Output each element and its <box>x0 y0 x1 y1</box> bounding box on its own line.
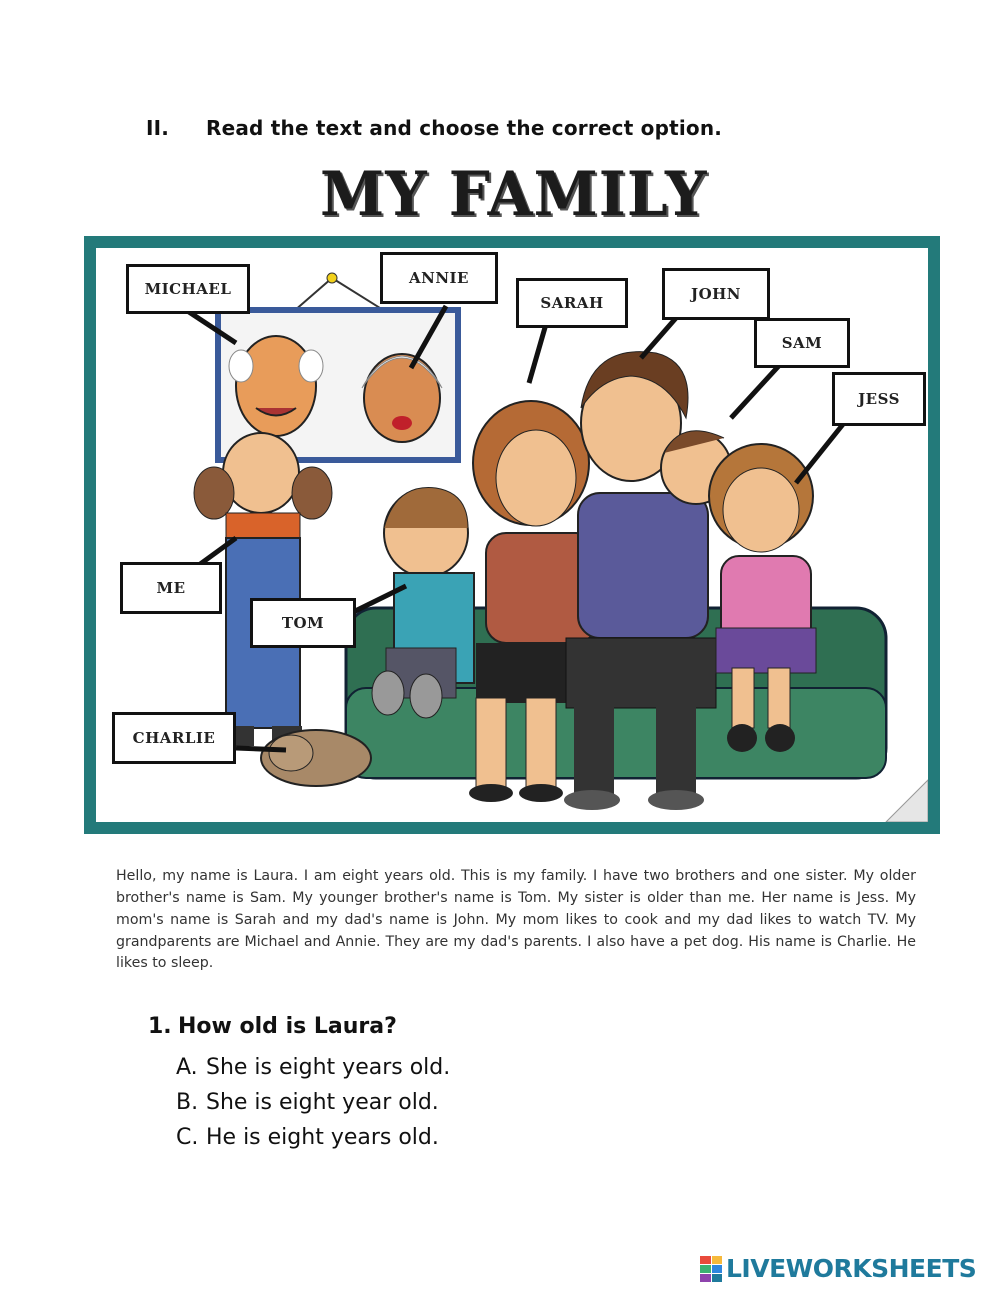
section-heading <box>146 116 722 140</box>
answer-options <box>176 1050 450 1155</box>
option-text: She is eight year old. <box>206 1090 439 1115</box>
section-instruction: Read the text and choose the correct option. <box>206 116 723 140</box>
brand-name: LIVEWORKSHEETS <box>726 1254 977 1283</box>
option-c[interactable] <box>176 1120 450 1155</box>
option-a[interactable] <box>176 1050 450 1085</box>
option-b[interactable] <box>176 1085 450 1120</box>
question-text: How old is Laura? <box>178 1014 397 1039</box>
poster-title: MY FAMILY <box>320 158 708 230</box>
question-1 <box>148 1014 397 1039</box>
story-text: Hello, my name is Laura. I am eight years old. This is my family. I have two brothers and one sister. My older brother's name is Sam. My younger brother's name is Tom. My sister is older than me. Her name is Jess. My mom's name is Sarah and my dad's name is John. My mom likes to cook and my dad likes to watch TV. My grandparents are Michael and Annie. They are my dad's parents. I also have a pet dog. His name is Charlie. He likes to sleep. <box>116 868 916 972</box>
liveworksheets-logo-icon <box>700 1256 722 1282</box>
option-text: She is eight years old. <box>206 1055 451 1080</box>
option-letter: C. <box>176 1125 199 1150</box>
family-illustration <box>84 236 940 834</box>
label-charlie: CHARLIE <box>112 712 236 764</box>
option-letter: A. <box>176 1055 198 1080</box>
option-letter: B. <box>176 1090 199 1115</box>
label-annie: ANNIE <box>380 252 498 304</box>
label-tom: TOM <box>250 598 356 648</box>
label-john: JOHN <box>662 268 770 320</box>
label-sam: SAM <box>754 318 850 368</box>
section-number: II. <box>146 116 170 140</box>
label-me: ME <box>120 562 222 614</box>
question-number: 1. <box>148 1014 172 1039</box>
label-jess: JESS <box>832 372 926 426</box>
label-sarah: SARAH <box>516 278 628 328</box>
family-illustration-canvas <box>96 248 928 822</box>
label-michael: MICHAEL <box>126 264 250 314</box>
option-text: He is eight years old. <box>206 1125 439 1150</box>
liveworksheets-brand[interactable] <box>700 1254 976 1283</box>
